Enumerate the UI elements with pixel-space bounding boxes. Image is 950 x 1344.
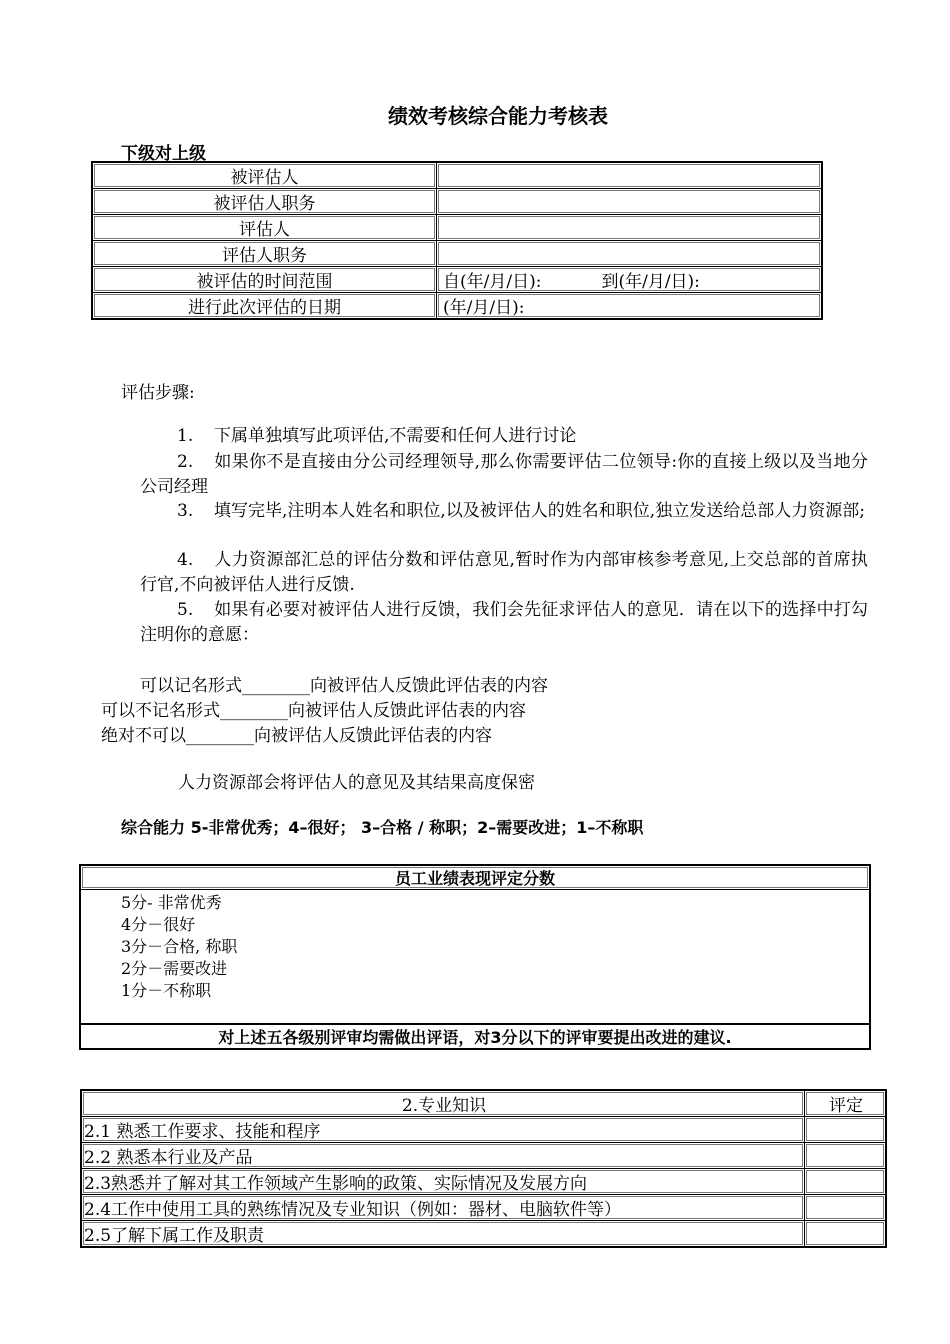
table-row [92,215,822,241]
rating-box-header: 员工业绩表现评定分数 [81,866,869,890]
page-subtitle: 下级对上级 [121,144,206,164]
info-table [91,161,823,320]
evaluator-position-label: 评估人职务 [92,241,437,267]
score-header: 评定 [805,1090,887,1117]
table-row [81,1169,886,1195]
step-item: 5. 如果有必要对被评估人进行反馈，我们会先征求评估人的意见．请在以下的选择中打勾注明你的意愿： [140,600,868,645]
evaluatee-field[interactable] [437,162,823,189]
table-row [81,1221,886,1248]
knowledge-item: 2.2 熟悉本行业及产品 [81,1143,805,1169]
confidentiality-note: 人力资源部会将评估人的意见及其结果高度保密 [178,773,535,793]
evaluator-field[interactable] [437,215,823,241]
rating-level: 3分－合格, 称职 [121,937,238,956]
knowledge-item: 2.1 熟悉工作要求、技能和程序 [81,1117,805,1143]
table-row [81,1117,886,1143]
knowledge-header: 2.专业知识 [81,1090,805,1117]
score-cell[interactable] [805,1143,887,1169]
table-row [92,267,822,293]
option-no-feedback[interactable]: 绝对不可以________向被评估人反馈此评估表的内容 [101,726,492,746]
table-row [92,293,822,320]
evaluation-date-label: 进行此次评估的日期 [92,293,437,320]
period-label: 被评估的时间范围 [92,267,437,293]
step-item: 1. 下属单独填写此项评估,不需要和任何人进行讨论 [177,426,577,446]
page-title: 绩效考核综合能力考核表 [388,104,608,128]
table-row [92,162,822,189]
score-cell[interactable] [805,1221,887,1248]
step-item: 4. 人力资源部汇总的评估分数和评估意见,暂时作为内部审核参考意见,上交总部的首席执行官,不向被评估人进行反馈. [140,550,868,595]
step-item: 3. 填写完毕,注明本人姓名和职位,以及被评估人的姓名和职位,独立发送给总部人力资源部; [177,501,865,521]
rating-definitions-box [79,864,871,1050]
evaluation-date-field[interactable]: (年/月/日): [437,293,823,320]
period-field[interactable] [437,267,823,293]
table-row [92,241,822,267]
score-cell[interactable] [805,1169,887,1195]
knowledge-item: 2.3熟悉并了解对其工作领域产生影响的政策、实际情况及发展方向 [81,1169,805,1195]
steps-title: 评估步骤: [121,383,195,403]
evaluator-position-field[interactable] [437,241,823,267]
rating-level: 4分－很好 [121,915,196,934]
knowledge-item: 2.4工作中使用工具的熟练情况及专业知识（例如：器材、电脑软件等） [81,1195,805,1221]
knowledge-table [80,1089,887,1248]
rating-level: 2分－需要改进 [121,959,228,978]
evaluatee-position-field[interactable] [437,189,823,215]
rating-levels-list [121,892,237,1002]
score-cell[interactable] [805,1195,887,1221]
table-row [81,1195,886,1221]
period-to-label: 到(年/月/日): [601,272,700,292]
score-cell[interactable] [805,1117,887,1143]
evaluator-label: 评估人 [92,215,437,241]
evaluatee-position-label: 被评估人职务 [92,189,437,215]
step-item: 2. 如果你不是直接由分公司经理领导,那么你需要评估二位领导:你的直接上级以及当地分公司经理 [140,452,868,497]
option-anonymous-feedback[interactable]: 可以不记名形式________向被评估人反馈此评估表的内容 [101,701,526,721]
evaluatee-label: 被评估人 [92,162,437,189]
knowledge-item: 2.5了解下属工作及职责 [81,1221,805,1248]
rating-scale-legend: 综合能力 5-非常优秀；4–很好； 3–合格 / 称职；2–需要改进；1–不称职 [121,818,644,837]
rating-box-footer: 对上述五各级别评审均需做出评语，对3分以下的评审要提出改进的建议. [81,1023,869,1050]
table-row [81,1090,886,1117]
rating-level: 1分－不称职 [121,981,212,1000]
table-row [81,1143,886,1169]
period-from-label: 自(年/月/日): [443,272,542,292]
option-named-feedback[interactable]: 可以记名形式________向被评估人反馈此评估表的内容 [140,676,548,696]
table-row [92,189,822,215]
rating-level: 5分- 非常优秀 [121,893,222,912]
